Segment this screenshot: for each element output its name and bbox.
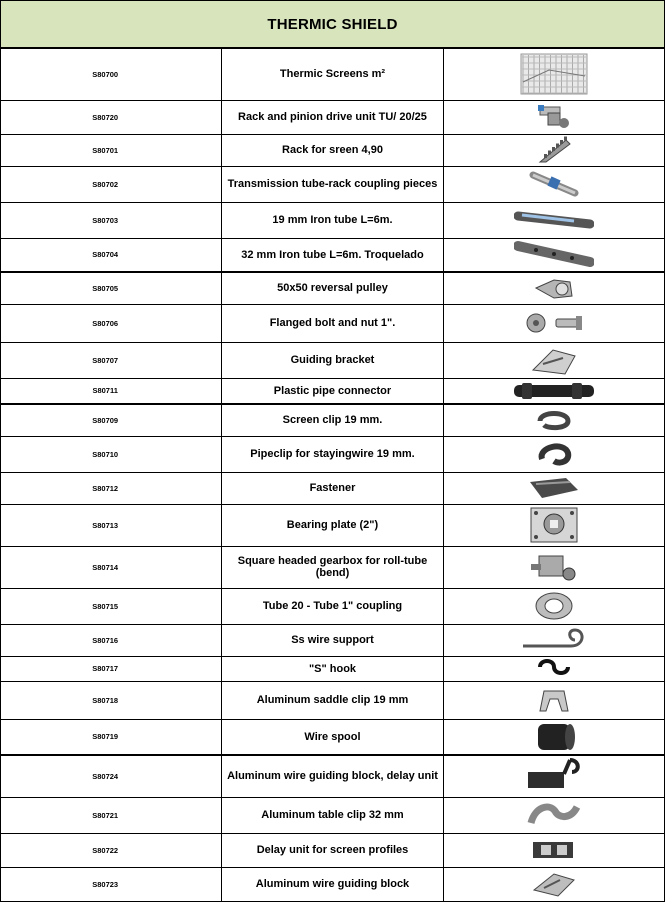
item-description: Aluminum table clip 32 mm [222,797,443,833]
table-row [1,134,665,166]
pipeclip-icon [444,439,664,469]
table-row [1,719,665,755]
item-picture [443,436,664,472]
item-description: Flanged bolt and nut 1". [222,304,443,342]
table-row [1,867,665,901]
item-code: S80702 [1,166,222,202]
item-picture [443,342,664,378]
table-row [1,238,665,272]
guiding-bracket-icon [444,344,664,376]
item-description: Aluminum wire guiding block [222,867,443,901]
wire-guide-delay-icon [444,756,664,796]
s-hook-icon [444,657,664,681]
item-code: S80711 [1,378,222,404]
item-picture [443,755,664,797]
item-code: S80701 [1,134,222,166]
item-code: S80716 [1,624,222,656]
item-code: S80715 [1,588,222,624]
fastener-icon [444,474,664,502]
tube-coupling-icon [444,590,664,622]
wire-spool-icon [444,720,664,754]
item-description: Bearing plate (2") [222,504,443,546]
coupling-piece-icon [444,169,664,199]
item-picture [443,833,664,867]
table-row [1,436,665,472]
table-row [1,797,665,833]
item-code: S80722 [1,833,222,867]
item-description: Aluminum saddle clip 19 mm [222,681,443,719]
table-row [1,656,665,681]
item-picture [443,504,664,546]
drive-unit-icon [444,103,664,131]
table-row [1,755,665,797]
item-code: S80705 [1,272,222,304]
item-picture [443,100,664,134]
table-row [1,681,665,719]
item-picture [443,238,664,272]
table-row [1,378,665,404]
item-picture [443,404,664,436]
item-picture [443,588,664,624]
item-picture [443,797,664,833]
item-code: S80713 [1,504,222,546]
item-code: S80700 [1,48,222,100]
table-row [1,48,665,100]
item-code: S80724 [1,755,222,797]
title-row [1,1,665,49]
item-picture [443,166,664,202]
item-code: S80721 [1,797,222,833]
item-code: S80720 [1,100,222,134]
item-description: Wire spool [222,719,443,755]
gearbox-icon [444,550,664,584]
delay-unit-icon [444,836,664,864]
pipe-connector-icon [444,381,664,401]
item-picture [443,378,664,404]
item-picture [443,48,664,100]
item-picture [443,719,664,755]
table-row [1,833,665,867]
item-description: 50x50 reversal pulley [222,272,443,304]
item-code: S80709 [1,404,222,436]
rack-icon [444,136,664,164]
table-row [1,546,665,588]
table-row [1,472,665,504]
table-row [1,404,665,436]
item-code: S80706 [1,304,222,342]
screen-clip-icon [444,407,664,433]
table-row [1,272,665,304]
item-picture [443,546,664,588]
saddle-clip-icon [444,685,664,715]
item-picture [443,624,664,656]
item-picture [443,472,664,504]
item-description: Guiding bracket [222,342,443,378]
item-code: S80719 [1,719,222,755]
item-description: Fastener [222,472,443,504]
item-description: Square headed gearbox for roll-tube (bend) [222,546,443,588]
item-description: Rack for sreen 4,90 [222,134,443,166]
table-clip-icon [444,799,664,831]
item-picture [443,134,664,166]
item-picture [443,202,664,238]
item-description: Thermic Screens m² [222,48,443,100]
bolt-nut-icon [444,308,664,338]
item-description: Rack and pinion drive unit TU/ 20/25 [222,100,443,134]
item-description: Screen clip 19 mm. [222,404,443,436]
item-code: S80714 [1,546,222,588]
pulley-icon [444,274,664,302]
wire-guide-block-icon [444,870,664,898]
item-code: S80717 [1,656,222,681]
punched-tube-icon [444,240,664,270]
item-code: S80712 [1,472,222,504]
wire-support-icon [444,626,664,654]
item-code: S80710 [1,436,222,472]
item-picture [443,656,664,681]
item-description: Plastic pipe connector [222,378,443,404]
table-row [1,588,665,624]
item-description: 32 mm Iron tube L=6m. Troquelado [222,238,443,272]
table-row [1,342,665,378]
table-row [1,202,665,238]
table-row [1,624,665,656]
table-row [1,100,665,134]
item-description: Ss wire support [222,624,443,656]
table-title: THERMIC SHIELD [1,1,665,49]
item-code: S80707 [1,342,222,378]
item-code: S80723 [1,867,222,901]
item-code: S80703 [1,202,222,238]
item-picture [443,867,664,901]
screen-mesh-icon [444,52,664,96]
item-code: S80704 [1,238,222,272]
iron-tube-icon [444,208,664,232]
table-row [1,304,665,342]
item-picture [443,272,664,304]
item-description: Delay unit for screen profiles [222,833,443,867]
table-row [1,166,665,202]
item-description: "S" hook [222,656,443,681]
item-picture [443,681,664,719]
item-picture [443,304,664,342]
item-description: Transmission tube-rack coupling pieces [222,166,443,202]
bearing-plate-icon [444,506,664,544]
item-description: Aluminum wire guiding block, delay unit [222,755,443,797]
item-description: 19 mm Iron tube L=6m. [222,202,443,238]
table-row [1,504,665,546]
item-description: Pipeclip for stayingwire 19 mm. [222,436,443,472]
item-code: S80718 [1,681,222,719]
item-description: Tube 20 - Tube 1" coupling [222,588,443,624]
